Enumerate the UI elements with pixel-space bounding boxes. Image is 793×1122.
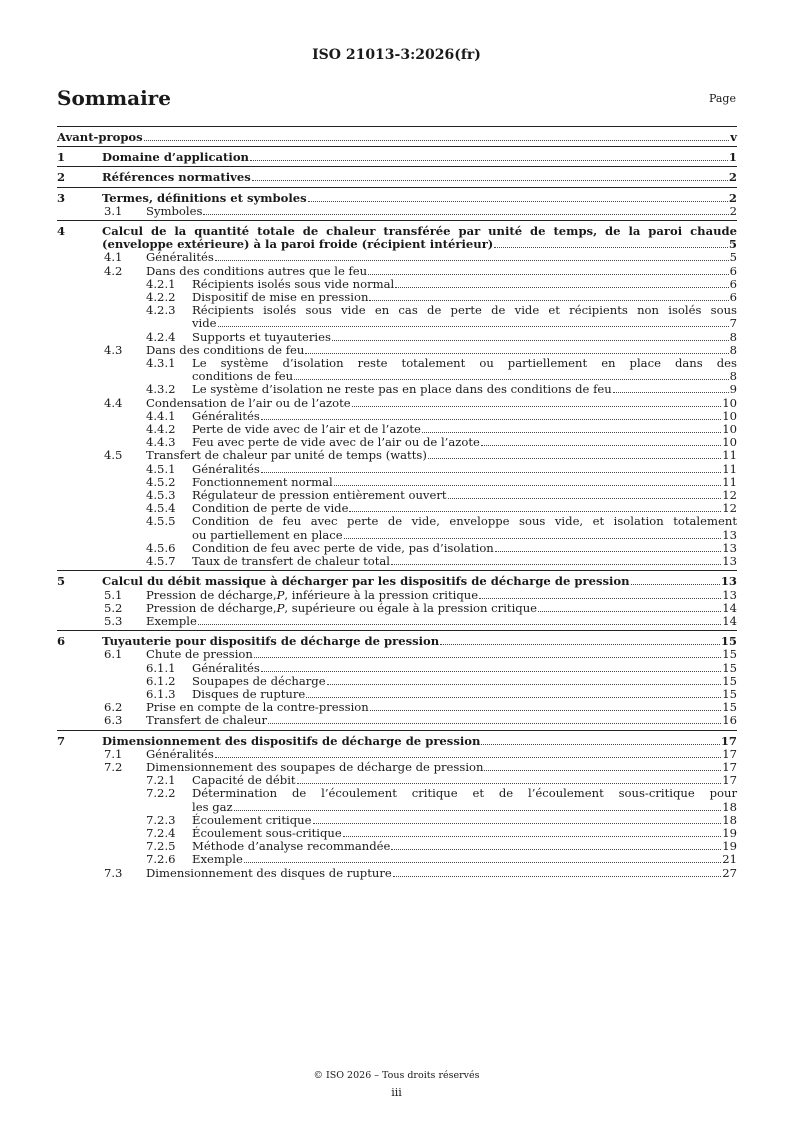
toc-entry-label: Disques de rupture bbox=[192, 686, 306, 701]
toc-entry-number: 5 bbox=[57, 574, 66, 589]
toc-entry-page: 10 bbox=[722, 395, 737, 410]
toc-entry-number: 6.1.1 bbox=[146, 660, 176, 675]
dot-leader bbox=[306, 697, 721, 698]
toc-entry-page: 13 bbox=[722, 540, 737, 555]
toc-entry-number: 4.5.4 bbox=[146, 501, 176, 516]
toc-entry-number: 4.2.3 bbox=[146, 303, 176, 318]
toc-entry-label: Domaine d’application bbox=[102, 150, 249, 165]
toc-entry-3-1[interactable] bbox=[57, 205, 737, 218]
toc-entry-page: 6 bbox=[729, 290, 737, 305]
toc-entry-page: 13 bbox=[720, 574, 737, 589]
toc-entry-label: Généralités bbox=[146, 250, 214, 265]
toc-block-foreword bbox=[57, 127, 737, 146]
toc-entry-4[interactable] bbox=[57, 225, 737, 251]
toc-entry-page: 17 bbox=[722, 773, 737, 788]
toc-block-4 bbox=[57, 221, 737, 570]
toc-entry-page: 15 bbox=[720, 634, 737, 649]
toc-entry-page: 5 bbox=[728, 237, 737, 252]
toc-entry-label: Condensation de l’air ou de l’azote bbox=[146, 395, 351, 410]
toc-entry-2[interactable] bbox=[57, 171, 737, 184]
toc-entry-number: 4.3.1 bbox=[146, 356, 176, 371]
toc-entry-label: Dispositif de mise en pression bbox=[192, 290, 369, 305]
toc-entry-label: Calcul du débit massique à décharger par les dispositifs de décharge de pression bbox=[102, 574, 630, 589]
dot-leader bbox=[305, 353, 728, 354]
dot-leader bbox=[343, 836, 721, 837]
dot-leader bbox=[495, 551, 721, 552]
dot-leader bbox=[368, 274, 728, 275]
dot-leader bbox=[613, 392, 729, 393]
toc-entry-number: 4.1 bbox=[104, 250, 123, 265]
dot-leader bbox=[252, 180, 728, 181]
dot-leader bbox=[297, 783, 722, 784]
dot-leader bbox=[327, 684, 722, 685]
toc-entry-label: Chute de pression bbox=[146, 647, 253, 662]
toc-entry-label: Généralités bbox=[192, 461, 260, 476]
toc-entry-label: Écoulement sous-critique bbox=[192, 825, 342, 840]
toc-entry-page: 21 bbox=[722, 852, 737, 867]
toc-entry-number: 4.5.1 bbox=[146, 461, 176, 476]
toc-entry-label: Condition de perte de vide bbox=[192, 501, 349, 516]
toc-entry-label-line2: (enveloppe extérieure) à la paroi froide (récipient intérieur) bbox=[102, 237, 494, 252]
dot-leader bbox=[250, 160, 728, 161]
toc-entry-page: 12 bbox=[722, 488, 737, 503]
toc-block-5 bbox=[57, 571, 737, 630]
toc-entry-number: 7 bbox=[57, 733, 66, 748]
dot-leader bbox=[369, 300, 728, 301]
dot-leader bbox=[234, 810, 722, 811]
symbol-p: P bbox=[276, 600, 285, 615]
toc-entry-page: 11 bbox=[722, 448, 737, 463]
dot-leader bbox=[448, 498, 722, 499]
toc-entry-label: Feu avec perte de vide avec de l’air ou de l’azote bbox=[192, 435, 480, 450]
dot-leader bbox=[391, 849, 721, 850]
toc-entry-7-2-3[interactable] bbox=[57, 814, 737, 827]
toc-entry-label: Généralités bbox=[192, 660, 260, 675]
toc-entry-6-3[interactable] bbox=[57, 714, 737, 727]
label-part: Pression de décharge, bbox=[146, 600, 277, 615]
toc-entry-number: 4.4.2 bbox=[146, 422, 176, 437]
toc-entry-label-line1: Condition de feu avec perte de vide, enveloppe sous vide, et isolation totalement bbox=[192, 514, 737, 529]
toc-entry-number: 4.4 bbox=[104, 395, 123, 410]
toc-entry-5-2[interactable] bbox=[57, 602, 737, 615]
dot-leader bbox=[261, 419, 721, 420]
dot-leader bbox=[203, 214, 728, 215]
symbol-p: P bbox=[276, 587, 285, 602]
dot-leader bbox=[479, 598, 721, 599]
toc-entry-page: 2 bbox=[729, 203, 737, 218]
toc-entry-page: 17 bbox=[720, 733, 737, 748]
toc-entry-7[interactable] bbox=[57, 735, 737, 748]
toc-entry-page: 2 bbox=[728, 190, 737, 205]
toc-entry-number: 6 bbox=[57, 634, 66, 649]
toc-entry-page: 13 bbox=[722, 587, 737, 602]
dot-leader bbox=[393, 876, 722, 877]
toc-entry-label: Condition de feu avec perte de vide, pas d’isolation bbox=[192, 540, 494, 555]
toc-block-3 bbox=[57, 188, 737, 220]
toc-entry-label: Perte de vide avec de l’air et de l’azote bbox=[192, 422, 421, 437]
toc-block-2 bbox=[57, 167, 737, 186]
toc-entry-label-line2: vide bbox=[192, 316, 217, 331]
toc-entry-page: 5 bbox=[729, 250, 737, 265]
toc-entry-page: 19 bbox=[722, 825, 737, 840]
dot-leader bbox=[254, 657, 721, 658]
toc-entry-5-3[interactable] bbox=[57, 615, 737, 628]
toc-entry-label: Termes, définitions et symboles bbox=[102, 190, 307, 205]
toc-entry-6-1[interactable] bbox=[57, 648, 737, 661]
toc-entry-page: 11 bbox=[722, 461, 737, 476]
toc-entry-label: Transfert de chaleur par unité de temps (watts) bbox=[146, 448, 427, 463]
dot-leader bbox=[484, 770, 721, 771]
toc-entry-page: 8 bbox=[729, 342, 737, 357]
label-part: , supérieure ou égale à la pression critique bbox=[284, 600, 538, 615]
toc-entry-label: Exemple bbox=[192, 852, 243, 867]
toc-entry-number: 6.1 bbox=[104, 647, 123, 662]
toc-entry-page: 15 bbox=[722, 647, 737, 662]
toc-entry-number: 4.5.5 bbox=[146, 514, 176, 529]
toc-entry-label-line1: Le système d’isolation reste totalement ou partiellement en place dans des bbox=[192, 356, 737, 371]
toc-entry-label-line1: Récipients isolés sous vide en cas de perte de vide et récipients non isolés sous bbox=[192, 303, 737, 318]
toc-entry-number: 7.2.1 bbox=[146, 773, 176, 788]
toc-entry-page: 17 bbox=[722, 746, 737, 761]
toc-entry-number: 3 bbox=[57, 190, 66, 205]
toc-entry-number: 7.3 bbox=[104, 865, 123, 880]
toc-entry-foreword[interactable] bbox=[57, 131, 737, 144]
toc-entry-label: Prise en compte de la contre-pression bbox=[146, 700, 369, 715]
dot-leader bbox=[218, 326, 729, 327]
toc-entry-page: 14 bbox=[722, 613, 737, 628]
toc-entry-page: v bbox=[730, 130, 737, 144]
dot-leader bbox=[631, 584, 720, 585]
toc-block-7 bbox=[57, 731, 737, 882]
toc-entry-label: Capacité de débit bbox=[192, 773, 296, 788]
toc-entry-label: Soupapes de décharge bbox=[192, 673, 326, 688]
toc-entry-page: 10 bbox=[722, 435, 737, 450]
toc-entry-page: 2 bbox=[728, 170, 737, 185]
toc-entry-page: 15 bbox=[722, 660, 737, 675]
toc-entry-label-line2: les gaz bbox=[192, 799, 233, 814]
toc-entry-number: 6.1.3 bbox=[146, 686, 176, 701]
dot-leader bbox=[268, 723, 721, 724]
toc-entry-number: 6.3 bbox=[104, 713, 123, 728]
toc-entry-number: 4.5.2 bbox=[146, 474, 176, 489]
toc-entry-number: 4 bbox=[57, 224, 66, 239]
toc-entry-6-1-2[interactable] bbox=[57, 675, 737, 688]
copyright-notice: © ISO 2026 – Tous droits réservés bbox=[313, 1070, 480, 1081]
toc-entry-label: Supports et tuyauteries bbox=[192, 329, 331, 344]
dot-leader bbox=[538, 611, 721, 612]
toc-entry-label: Généralités bbox=[192, 408, 260, 423]
toc-entry-label-line2: ou partiellement en place bbox=[192, 527, 343, 542]
toc-entry-page: 10 bbox=[722, 422, 737, 437]
toc-entry-label: Dimensionnement des dispositifs de décharge de pression bbox=[102, 733, 481, 748]
toc-entry-4-2-4[interactable] bbox=[57, 331, 737, 344]
toc-entry-4-4[interactable] bbox=[57, 397, 737, 410]
toc-entry-number: 4.5.3 bbox=[146, 488, 176, 503]
page-number: iii bbox=[391, 1086, 402, 1099]
toc-entry-number: 4.2.1 bbox=[146, 276, 176, 291]
dot-leader bbox=[440, 644, 720, 645]
toc-entry-label: Exemple bbox=[146, 613, 197, 628]
toc-entry-label: Références normatives bbox=[102, 170, 251, 185]
toc-entry-page: 15 bbox=[722, 686, 737, 701]
toc-entry-number: 4.4.1 bbox=[146, 408, 176, 423]
toc-entry-page: 13 bbox=[722, 554, 737, 569]
toc-entry-page: 13 bbox=[722, 527, 737, 542]
toc-entry-page: 14 bbox=[722, 600, 737, 615]
toc-entry-number: 6.1.2 bbox=[146, 673, 176, 688]
toc-entry-label: Dimensionnement des soupapes de décharge de pression bbox=[146, 759, 484, 774]
toc-entry-label: Dans des conditions autres que le feu bbox=[146, 263, 368, 278]
toc-entry-number: 7.2 bbox=[104, 759, 123, 774]
toc-entry-number: 7.2.6 bbox=[146, 852, 176, 867]
toc-entry-page: 8 bbox=[729, 329, 737, 344]
dot-leader bbox=[144, 140, 730, 141]
toc-entry-page: 1 bbox=[728, 150, 737, 165]
toc-entry-number: 5.3 bbox=[104, 613, 123, 628]
toc-entry-page: 27 bbox=[722, 865, 737, 880]
toc-entry-label: Tuyauterie pour dispositifs de décharge de pression bbox=[102, 634, 440, 649]
dot-leader bbox=[332, 340, 729, 341]
toc-entry-4-3-2[interactable] bbox=[57, 383, 737, 396]
dot-leader bbox=[352, 406, 722, 407]
toc-entry-page: 12 bbox=[722, 501, 737, 516]
dot-leader bbox=[395, 287, 728, 288]
toc-entry-number: 4.2.2 bbox=[146, 290, 176, 305]
toc-entry-number: 4.5.6 bbox=[146, 540, 176, 555]
toc-entry-label bbox=[146, 602, 537, 615]
toc-entry-page: 6 bbox=[729, 276, 737, 291]
toc-entry-page: 17 bbox=[722, 759, 737, 774]
dot-leader bbox=[391, 564, 721, 565]
toc-entry-number: 4.2 bbox=[104, 263, 123, 278]
toc-entry-label: Symboles bbox=[146, 203, 203, 218]
toc-entry-number: 1 bbox=[57, 150, 66, 165]
toc-entry-page: 11 bbox=[722, 474, 737, 489]
dot-leader bbox=[334, 485, 721, 486]
toc-entry-4-2-3[interactable] bbox=[57, 304, 737, 330]
toc-entry-label: Avant-propos bbox=[57, 130, 143, 144]
toc-entry-7-1[interactable] bbox=[57, 748, 737, 761]
toc-entry-1[interactable] bbox=[57, 151, 737, 164]
toc-entry-7-3[interactable] bbox=[57, 867, 737, 880]
page-column-label: Page bbox=[708, 92, 736, 105]
dot-leader bbox=[261, 472, 721, 473]
toc-entry-4-5[interactable] bbox=[57, 449, 737, 462]
toc-block-1 bbox=[57, 147, 737, 166]
toc-entry-label: Transfert de chaleur bbox=[146, 713, 268, 728]
toc-entry-label-line1: Détermination de l’écoulement critique et de l’écoulement sous-critique pour bbox=[192, 786, 737, 801]
toc-block-6 bbox=[57, 631, 737, 729]
toc-entry-6-1-1[interactable] bbox=[57, 662, 737, 675]
label-part: Pression de décharge, bbox=[146, 587, 277, 602]
toc-entry-page: 7 bbox=[729, 316, 737, 331]
toc-entry-label: Écoulement critique bbox=[192, 812, 312, 827]
toc-entry-number: 4.3.2 bbox=[146, 382, 176, 397]
toc-entry-number: 4.3 bbox=[104, 342, 123, 357]
dot-leader bbox=[261, 671, 721, 672]
toc-entry-label: Généralités bbox=[146, 746, 214, 761]
toc-entry-3[interactable] bbox=[57, 192, 737, 205]
toc-entry-4-5-1[interactable] bbox=[57, 463, 737, 476]
toc-entry-page: 18 bbox=[722, 812, 737, 827]
toc-entry-page: 9 bbox=[729, 382, 737, 397]
dot-leader bbox=[370, 710, 722, 711]
toc-entry-label: Récipients isolés sous vide normal bbox=[192, 276, 395, 291]
dot-leader bbox=[349, 511, 721, 512]
toc-entry-number: 4.2.4 bbox=[146, 329, 176, 344]
toc-entry-number: 3.1 bbox=[104, 203, 123, 218]
toc-entry-7-2-6[interactable] bbox=[57, 853, 737, 866]
dot-leader bbox=[344, 538, 722, 539]
toc-entry-4-3-1[interactable] bbox=[57, 357, 737, 383]
dot-leader bbox=[215, 260, 729, 261]
toc-entry-4-5-7[interactable] bbox=[57, 555, 737, 568]
dot-leader bbox=[422, 432, 721, 433]
toc-entry-number: 7.2.5 bbox=[146, 839, 176, 854]
toc-entry-page: 19 bbox=[722, 839, 737, 854]
dot-leader bbox=[481, 445, 721, 446]
toc-entry-page: 15 bbox=[722, 700, 737, 715]
toc-entry-4-5-5[interactable] bbox=[57, 515, 737, 541]
toc-entry-4-2[interactable] bbox=[57, 265, 737, 278]
dot-leader bbox=[428, 458, 721, 459]
toc-entry-page: 6 bbox=[729, 263, 737, 278]
toc-entry-number: 4.5 bbox=[104, 448, 123, 463]
toc-entry-page: 16 bbox=[722, 713, 737, 728]
dot-leader bbox=[481, 744, 719, 745]
dot-leader bbox=[215, 757, 721, 758]
toc-entry-label: Fonctionnement normal bbox=[192, 474, 333, 489]
toc-entry-number: 5.1 bbox=[104, 587, 123, 602]
toc-entry-number: 7.2.4 bbox=[146, 825, 176, 840]
toc-entry-label-line1: Calcul de la quantité totale de chaleur transférée par unité de temps, de la paroi chaude bbox=[102, 224, 737, 239]
toc-entry-label: Dans des conditions de feu bbox=[146, 342, 305, 357]
toc-entry-label-line2: conditions de feu bbox=[192, 369, 294, 384]
toc-entry-number: 6.2 bbox=[104, 700, 123, 715]
toc-entry-page: 18 bbox=[722, 799, 737, 814]
toc-entry-page: 10 bbox=[722, 408, 737, 423]
toc-entry-number: 7.2.2 bbox=[146, 786, 176, 801]
toc-entry-number: 7.1 bbox=[104, 746, 123, 761]
toc-entry-7-2-2[interactable] bbox=[57, 787, 737, 813]
toc-entry-number: 4.4.3 bbox=[146, 435, 176, 450]
dot-leader bbox=[494, 247, 728, 248]
toc-entry-label: Dimensionnement des disques de rupture bbox=[146, 865, 392, 880]
toc-entry-4-1[interactable] bbox=[57, 251, 737, 264]
dot-leader bbox=[244, 862, 721, 863]
toc-entry-page: 8 bbox=[729, 369, 737, 384]
toc-entry-number: 2 bbox=[57, 170, 66, 185]
toc-entry-label: Taux de transfert de chaleur total bbox=[192, 554, 390, 569]
toc-entry-page: 15 bbox=[722, 673, 737, 688]
toc-entry-label: Le système d’isolation ne reste pas en place dans des conditions de feu bbox=[192, 382, 612, 397]
dot-leader bbox=[294, 379, 729, 380]
table-of-contents bbox=[57, 126, 737, 882]
dot-leader bbox=[198, 624, 721, 625]
page-title: Sommaire bbox=[57, 86, 171, 110]
label-part: , inférieure à la pression critique bbox=[284, 587, 479, 602]
document-header: ISO 21013-3:2026(fr) bbox=[312, 47, 481, 63]
toc-entry-number: 5.2 bbox=[104, 600, 123, 615]
toc-entry-number: 7.2.3 bbox=[146, 812, 176, 827]
dot-leader bbox=[313, 823, 722, 824]
toc-entry-number: 4.5.7 bbox=[146, 554, 176, 569]
toc-entry-label: Méthode d’analyse recommandée bbox=[192, 839, 391, 854]
dot-leader bbox=[308, 201, 728, 202]
toc-entry-label: Régulateur de pression entièrement ouvert bbox=[192, 488, 447, 503]
